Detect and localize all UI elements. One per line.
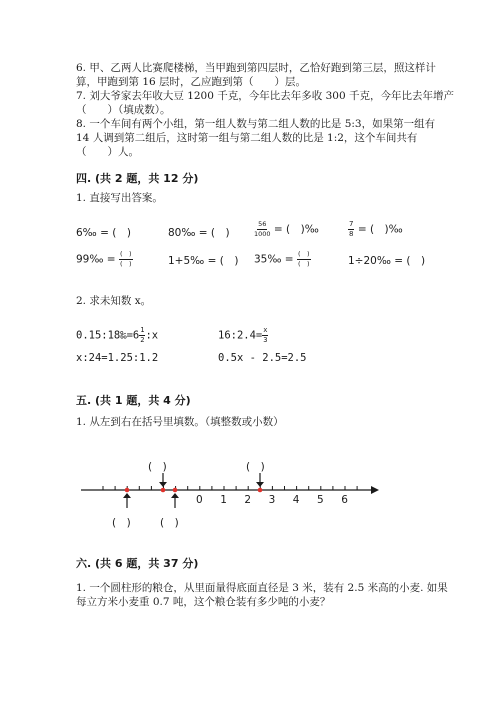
- q8-line3: （ ）人。: [76, 146, 139, 158]
- numerator-blank: ( ): [119, 250, 132, 258]
- denominator: 2: [140, 336, 145, 344]
- section5-title: 五. (共 1 题，共 4 分): [76, 394, 191, 407]
- section6-q1-line2: 每立方米小麦重 0.7 吨，这个粮仓装有多少吨的小麦？: [76, 596, 331, 608]
- axis-ticks: [103, 486, 357, 490]
- section4-title: 四. (共 2 题，共 12 分): [76, 172, 199, 185]
- up-arrow-1-head: [123, 493, 131, 498]
- denominator: 3: [263, 336, 268, 344]
- equation-4: 0.5x - 2.5=2.5: [218, 352, 307, 364]
- calc-item-fraction-56: [254, 220, 319, 239]
- blank-upper-1[interactable]: ( ): [148, 461, 167, 473]
- equation-3: x:24=1.25:1.2: [76, 352, 159, 364]
- denominator-blank: ( ): [119, 260, 132, 268]
- point-upper-1: [161, 488, 166, 493]
- calc-item-80permil: 80‰ = ( ): [168, 227, 230, 239]
- section5-q1: 1. 从左到右在括号里填数。（填整数或小数）: [76, 416, 284, 428]
- numerator-blank: ( ): [297, 250, 310, 258]
- equation-2: [218, 326, 268, 345]
- denominator-blank: ( ): [297, 260, 310, 268]
- down-arrow-1-head: [159, 482, 167, 487]
- calc-rest: = ( )‰: [357, 223, 403, 236]
- eq-tail: :x: [145, 329, 159, 342]
- q8-line1: 8. 一个车间有两个小组，第一组人数与第二组人数的比是 5:3，如果第一组有: [76, 118, 436, 130]
- calc-item-1plus5permil: 1+5‰ = ( ): [168, 255, 239, 267]
- eq-lead: 0.15:18‰=6: [76, 329, 140, 342]
- q6-line1: 6. 甲、乙两人比赛爬楼梯，当甲跑到第四层时，乙恰好跑到第三层，照这样计: [76, 62, 436, 74]
- blank-lower-1[interactable]: ( ): [112, 517, 131, 529]
- section6-title: 六. (共 6 题，共 37 分): [76, 557, 199, 570]
- up-arrow-2-head: [171, 493, 179, 498]
- section4-q1: 1. 直接写出答案。: [76, 192, 163, 204]
- calc-rest: = ( )‰: [273, 223, 319, 236]
- blank-lower-2[interactable]: ( ): [160, 517, 179, 529]
- tick-label-3: 3: [268, 494, 276, 506]
- calc-lead: 35‰ =: [254, 253, 294, 266]
- tick-label-2: 2: [244, 494, 252, 506]
- calc-item-6permil: 6‰ = ( ): [76, 227, 131, 239]
- point-upper-2: [258, 488, 263, 493]
- tick-label-0: 0: [196, 494, 203, 506]
- calc-item-fraction-7-8: [348, 220, 403, 239]
- section6-q1-line1: 1. 一个圆柱形的粮仓，从里面量得底面直径是 3 米，装有 2.5 米高的小麦. 如果: [76, 582, 448, 594]
- equation-1: [76, 326, 158, 345]
- blank-upper-2[interactable]: ( ): [246, 461, 265, 473]
- axis-arrow: [371, 486, 379, 494]
- q8-line2: 14 人调到第二组后，这时第一组与第二组人数的比是 1:2，这个车间共有: [76, 132, 418, 144]
- numerator: 7: [349, 220, 354, 228]
- q7-line2: （ ）（填成数）。: [76, 104, 171, 116]
- tick-label-6: 6: [341, 494, 348, 506]
- tick-label-5: 5: [317, 494, 324, 506]
- point-lower-2: [173, 488, 178, 493]
- tick-label-4: 4: [292, 494, 300, 506]
- numerator: 1: [140, 326, 145, 334]
- point-lower-1: [125, 488, 130, 493]
- calc-item-99permil: [76, 250, 133, 269]
- denominator: 8: [349, 230, 354, 238]
- section4-q2: 2. 求未知数 x。: [76, 295, 152, 307]
- calc-item-35permil: [254, 250, 311, 269]
- denominator: 1000: [254, 230, 271, 238]
- calc-lead: 99‰ =: [76, 253, 116, 266]
- eq-lead: 16:2.4=: [218, 329, 263, 342]
- calc-item-1div20permil: 1÷20‰ = ( ): [348, 255, 426, 267]
- tick-label-1: 1: [220, 494, 227, 506]
- q6-line2: 算，甲跑到第 16 层时，乙应跑到第（ ）层。: [76, 76, 307, 88]
- numerator: 56: [258, 220, 267, 228]
- q7-line1: 7. 刘大爷家去年收大豆 1200 千克，今年比去年多收 300 千克，今年比去年增产: [76, 90, 454, 102]
- down-arrow-2-head: [256, 482, 264, 487]
- numerator: x: [263, 326, 268, 334]
